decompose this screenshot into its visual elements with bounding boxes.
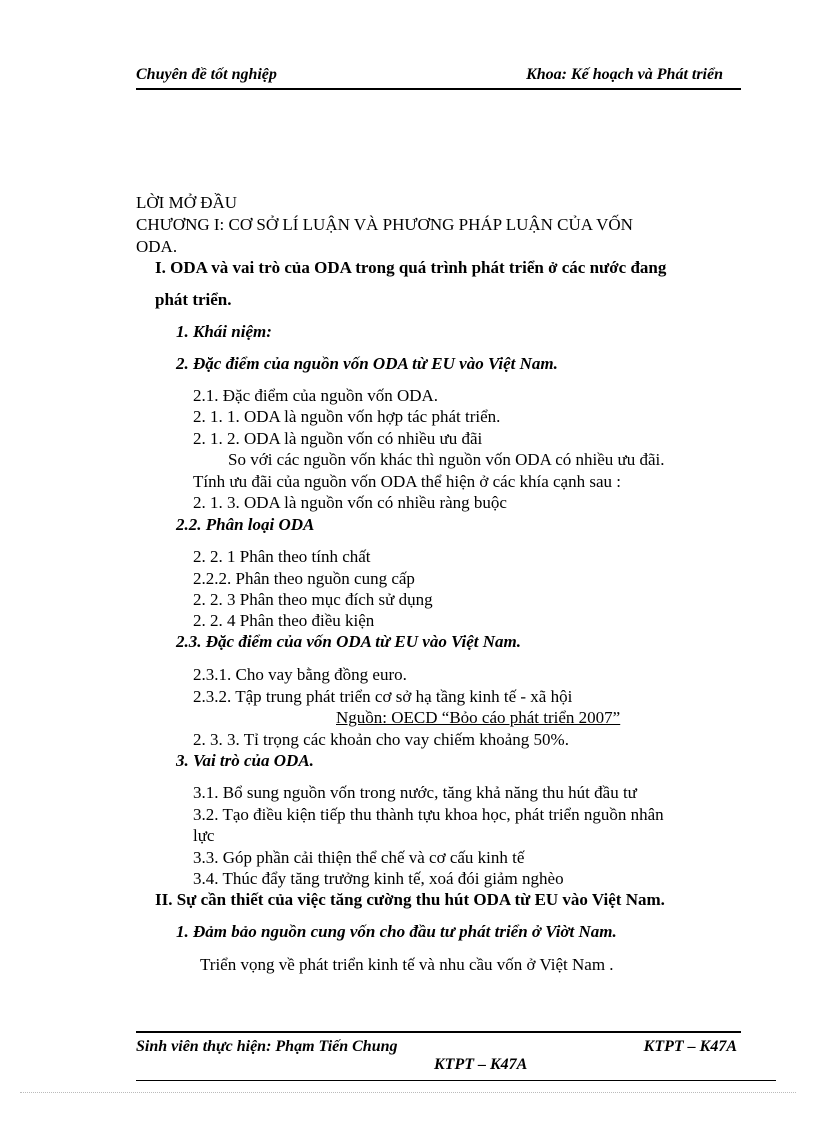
item-2-2-2: 2.2.2. Phân theo nguồn cung cấp xyxy=(193,569,415,588)
item-2-3-3: 2. 3. 3. Tỉ trọng các khoản cho vay chiếm khoảng 50%. xyxy=(193,730,569,749)
subsection-2-3: 2.3. Đặc điểm của vốn ODA từ EU vào Việt Nam. xyxy=(176,632,521,651)
page-edge-dots xyxy=(20,1092,796,1093)
paragraph-line: Triển vọng về phát triển kinh tế và nhu cầu vốn ở Việt Nam . xyxy=(200,955,614,974)
page-header xyxy=(136,64,741,90)
item-2-2-1: 2. 2. 1 Phân theo tính chất xyxy=(193,547,371,566)
subsection-1: 1. Khái niệm: xyxy=(176,322,272,341)
paragraph-line: Tính ưu đãi của nguồn vốn ODA thể hiện ở các khía cạnh sau : xyxy=(193,472,621,491)
item-3-2: 3.2. Tạo điều kiện tiếp thu thành tựu khoa học, phát triển nguồn nhân xyxy=(193,805,664,824)
subsection-3: 3. Vai trò của ODA. xyxy=(176,751,314,770)
item-2-1: 2.1. Đặc điểm của nguồn vốn ODA. xyxy=(193,386,439,405)
item-2-1-1: 2. 1. 1. ODA là nguồn vốn hợp tác phát triển. xyxy=(193,407,501,426)
footer-left: Sinh viên thực hiện: Phạm Tiến Chung xyxy=(136,1038,398,1055)
subsection-2: 2. Đặc điểm của nguồn vốn ODA từ EU vào Việt Nam. xyxy=(176,354,558,373)
item-2-1-3: 2. 1. 3. ODA là nguồn vốn có nhiều ràng buộc xyxy=(193,493,507,512)
preface-heading: LỜI MỞ ĐẦU xyxy=(136,193,238,212)
item-2-1-2: 2. 1. 2. ODA là nguồn vốn có nhiều ưu đãi xyxy=(193,429,483,448)
chapter-title: CHƯƠNG I: CƠ SỞ LÍ LUẬN VÀ PHƯƠNG PHÁP LUẬN CỦA VỐN xyxy=(136,215,633,234)
section-i-heading: I. ODA và vai trò của ODA trong quá trình phát triển ở các nước đang xyxy=(155,258,667,277)
source-note: Nguồn: OECD “Bỏo cáo phát triển 2007” xyxy=(336,708,621,727)
item-3-4: 3.4. Thúc đẩy tăng trưởng kinh tế, xoá đói giảm nghèo xyxy=(193,869,564,888)
item-2-3-2: 2.3.2. Tập trung phát triển cơ sở hạ tầng kinh tế - xã hội xyxy=(193,687,573,706)
paragraph-line: So với các nguồn vốn khác thì nguồn vốn ODA có nhiều ưu đãi. xyxy=(228,450,665,469)
item-2-2-4: 2. 2. 4 Phân theo điều kiện xyxy=(193,611,375,630)
chapter-title-cont: ODA. xyxy=(136,237,178,256)
section-i-heading-cont: phát triển. xyxy=(155,290,232,309)
subsection-2-2: 2.2. Phân loại ODA xyxy=(176,515,315,534)
header-left: Chuyên đề tốt nghiệp xyxy=(136,66,277,83)
section-ii-heading: II. Sự cần thiết của việc tăng cường thu hút ODA từ EU vào Việt Nam. xyxy=(155,890,665,909)
page-footer xyxy=(136,1031,741,1057)
item-3-2-cont: lực xyxy=(193,826,215,845)
footer-right: KTPT – K47A xyxy=(643,1038,737,1055)
item-2-2-3: 2. 2. 3 Phân theo mục đích sử dụng xyxy=(193,590,433,609)
footer-divider xyxy=(136,1080,776,1081)
item-3-3: 3.3. Góp phần cải thiện thể chế và cơ cấu kinh tế xyxy=(193,848,525,867)
item-2-3-1: 2.3.1. Cho vay bằng đồng euro. xyxy=(193,665,407,684)
header-right: Khoa: Kế hoạch và Phát triển xyxy=(526,66,723,83)
footer-center: KTPT – K47A xyxy=(434,1056,528,1073)
item-3-1: 3.1. Bổ sung nguồn vốn trong nước, tăng khả năng thu hút đầu tư xyxy=(193,783,637,802)
subsection-ii-1: 1. Đảm bảo nguồn cung vốn cho đầu tư phát triển ở Viờt Nam. xyxy=(176,922,617,941)
